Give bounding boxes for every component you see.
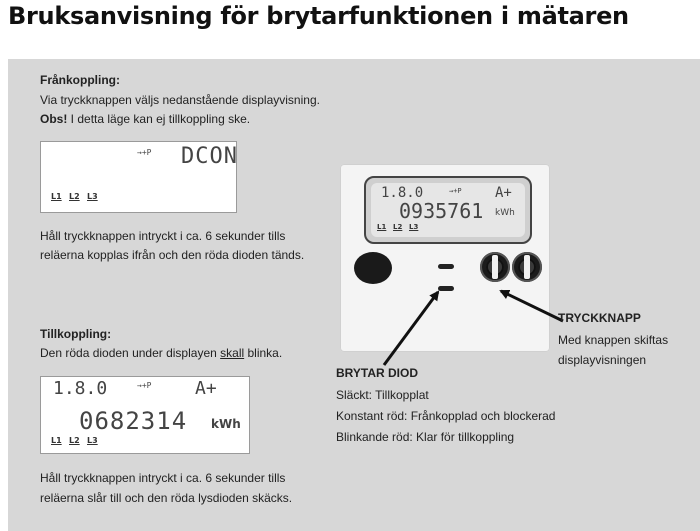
tryckknapp-heading: TRYCKKNAPP <box>558 311 641 325</box>
disconnect-lcd-text: DCON <box>181 144 238 169</box>
meter-arrow: →+P <box>449 187 462 195</box>
tryckknapp-line2: displayvisningen <box>558 353 647 367</box>
brytar-diod-heading: BRYTAR DIOD <box>336 366 418 380</box>
connect-line1-pre: Den röda dioden under displayen <box>40 346 221 360</box>
meter-code: 1.8.0 <box>381 185 424 201</box>
meter-phase-l2: L2 <box>393 223 403 231</box>
connect-lcd-arrow: →+P <box>137 381 152 390</box>
disconnect-phase-l1: L1 <box>51 192 62 201</box>
pointer-arrows <box>8 59 700 531</box>
meter-phase-l1: L1 <box>377 223 387 231</box>
disconnect-instruction-1: Håll tryckknappen intryckt i ca. 6 sekunder tills <box>40 229 286 243</box>
obs-label: Obs! <box>40 112 68 126</box>
connect-phase-l3: L3 <box>87 436 98 445</box>
connect-phase-l1: L1 <box>51 436 62 445</box>
meter-mode: A+ <box>495 185 512 201</box>
meter-value: 0935761 <box>399 199 484 223</box>
connect-line1-underlined: skall <box>220 346 245 360</box>
button-arrow <box>501 291 563 321</box>
disconnect-heading: Frånkoppling: <box>40 73 120 87</box>
brytar-diod-line1: Släckt: Tillkopplat <box>336 388 429 402</box>
instruction-panel <box>8 59 700 531</box>
page-title: Bruksanvisning för brytarfunktionen i mätaren <box>8 2 629 30</box>
connect-line1-post: blinka. <box>244 346 283 360</box>
disconnect-instruction-2: reläerna kopplas ifrån och den röda dioden tänds. <box>40 248 305 262</box>
meter-phase-l3: L3 <box>409 223 419 231</box>
tryckknapp-line1: Med knappen skiftas <box>558 333 669 347</box>
obs-text: I detta läge kan ej tillkoppling ske. <box>67 112 251 126</box>
connect-lcd-mode: A+ <box>195 378 217 399</box>
brytar-diod-line2: Konstant röd: Frånkopplad och blockerad <box>336 409 556 423</box>
connect-heading: Tillkoppling: <box>40 327 112 341</box>
disconnect-phase-l2: L2 <box>69 192 80 201</box>
connect-phase-l2: L2 <box>69 436 80 445</box>
meter-unit: kWh <box>495 208 515 218</box>
connect-lcd-value: 0682314 <box>79 407 188 435</box>
connect-instruction-2: reläerna slår till och den röda lysdioden skäcks. <box>40 491 293 505</box>
diode-arrow <box>384 292 438 365</box>
disconnect-lcd-arrow: →+P <box>137 148 152 157</box>
connect-lcd-unit: kWh <box>211 417 241 431</box>
disconnect-line1: Via tryckknappen väljs nedanstående displayvisning. <box>40 93 320 107</box>
brytar-diod-line3: Blinkande röd: Klar för tillkoppling <box>336 430 515 444</box>
connect-lcd-code: 1.8.0 <box>53 378 108 399</box>
disconnect-phase-l3: L3 <box>87 192 98 201</box>
connect-instruction-1: Håll tryckknappen intryckt i ca. 6 sekunder tills <box>40 471 286 485</box>
